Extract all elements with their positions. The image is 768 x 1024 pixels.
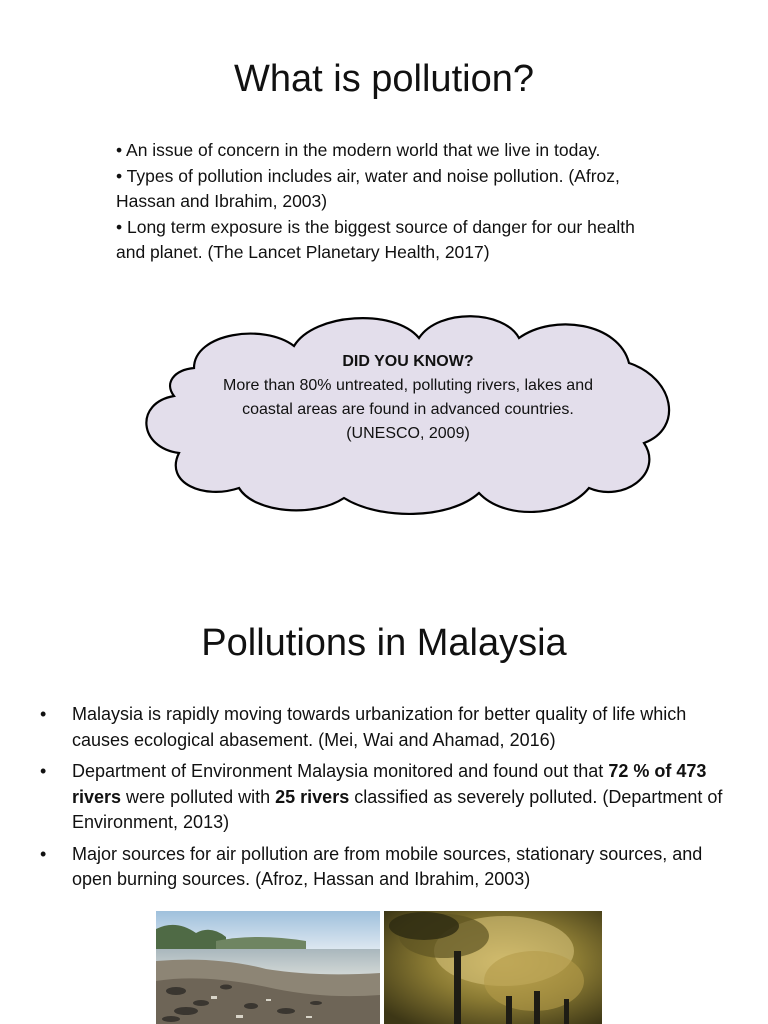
bullet-text: classified as severely polluted. (Department of Environment, 2013) xyxy=(72,786,723,832)
factory-smoke-photo xyxy=(384,911,602,1024)
callout-text xyxy=(204,350,612,446)
highlight-rivers-percent: 72 % of 473 rivers xyxy=(72,761,707,807)
bullet-text: were polluted with xyxy=(121,786,276,807)
did-you-know-callout xyxy=(134,308,680,520)
callout-body: More than 80% untreated, polluting rivers, lakes and coastal areas are found in advanced countries. (UNESCO, 2009) xyxy=(223,377,593,442)
polluted-beach-photo xyxy=(156,911,380,1024)
section-title-malaysia: Pollutions in Malaysia xyxy=(201,622,567,664)
malaysia-bullet-2 xyxy=(40,759,740,836)
page-title: What is pollution? xyxy=(234,58,534,100)
malaysia-bullet-3 xyxy=(40,842,740,893)
intro-bullets xyxy=(116,138,656,266)
bullet-marker: • xyxy=(40,843,47,864)
bullet-marker: • xyxy=(40,761,47,781)
intro-bullet-2: • Types of pollution includes air, water and noise pollution. (Afroz, Hassan and Ibrahim, 2003) xyxy=(116,165,620,211)
intro-bullet-3: • Long term exposure is the biggest source of danger for our health and planet. (The Lancet Planetary Health, 2017) xyxy=(116,216,635,262)
bullet-text: Department of Environment Malaysia monitored and found out that xyxy=(72,761,609,781)
malaysia-bullets xyxy=(40,702,740,899)
bullet-text: Malaysia is rapidly moving towards urbanization for better quality of life which causes ecological abasement. (Mei, Wai and Ahamad, 2016) xyxy=(72,704,687,750)
bullet-text: Major sources for air pollution are from mobile sources, stationary sources, and open burning sources. (Afroz, Hassan and Ibrahim, 2003) xyxy=(72,843,703,889)
intro-bullet-1: • An issue of concern in the modern world that we live in today. xyxy=(116,140,601,160)
malaysia-bullet-1 xyxy=(40,702,740,753)
callout-heading: DID YOU KNOW? xyxy=(342,353,474,370)
bullet-marker: • xyxy=(40,704,47,724)
highlight-severe-rivers: 25 rivers xyxy=(275,786,350,807)
